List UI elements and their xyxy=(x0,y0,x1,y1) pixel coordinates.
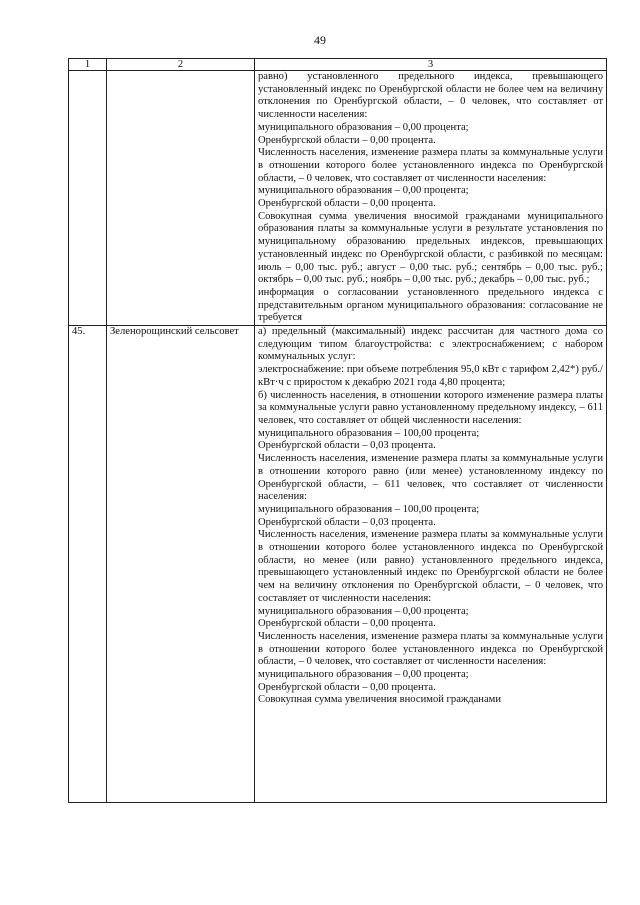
paragraph: а) предельный (максимальный) индекс рассчитан для частного дома со следующим типом благоустройства: с электроснабжением; с набором коммунальных услуг: xyxy=(258,326,603,363)
row-name-cell: Зеленорощинский сельсовет xyxy=(107,326,255,803)
paragraph: муниципального образования – 0,00 процента; xyxy=(258,605,469,617)
paragraph: Численность населения, изменение размера платы за коммунальные услуги в отношении которого более установленного индекса по Оренбургской области, но менее (или равно) установленного предельного индекса, превышающего установленный индекс по Оренбургской области не более чем на величину отклонения по Оренбургской области, – 0 человек, что составляет от численности населения: xyxy=(258,529,603,604)
row-details-cell xyxy=(255,326,607,803)
paragraph: равно) установленного предельного индекса, превышающего установленный индекс по Оренбургской области не более чем на величину отклонения по Оренбургской области, – 0 человек, что составляет от численности населения: xyxy=(258,71,603,121)
paragraph: Оренбургской области – 0,00 процента. xyxy=(258,618,436,630)
row-number-cell xyxy=(69,71,107,326)
paragraph: муниципального образования – 0,00 процента; xyxy=(258,185,469,197)
paragraph: Оренбургской области – 0,00 процента. xyxy=(258,134,436,146)
paragraph: муниципального образования – 0,00 процента; xyxy=(258,669,469,681)
paragraph: муниципального образования – 0,00 процента; xyxy=(258,121,469,133)
paragraph: Оренбургской области – 0,03 процента. xyxy=(258,516,436,528)
data-table xyxy=(68,58,607,803)
paragraph: Оренбургской области – 0,00 процента. xyxy=(258,198,436,210)
paragraph: муниципального образования – 100,00 процента; xyxy=(258,503,480,515)
paragraph: Совокупная сумма увеличения вносимой гражданами муниципального образования платы за коммунальные услуги в результате установления по муниципальному образованию предельных индексов, превышающих установленный индекс по Оренбургской области, с разбивкой по месяцам: июль – 0,00 тыс. руб.; август – 0,00 тыс. руб.; сентябрь – 0,00 тыс. руб.; октябрь – 0,00 тыс. руб.; ноябрь – 0,00 тыс. руб.; декабрь – 0,00 тыс. руб.; xyxy=(258,210,603,286)
paragraph: Численность населения, изменение размера платы за коммунальные услуги в отношении которого более установленного индекса по Оренбургской области, – 0 человек, что составляет от численности населения: xyxy=(258,147,603,184)
column-header-number: 1 xyxy=(69,59,107,71)
paragraph: Оренбургской области – 0,03 процента. xyxy=(258,440,436,452)
paragraph: Совокупная сумма увеличения вносимой гражданами xyxy=(258,694,502,706)
table-row-45 xyxy=(69,326,607,803)
table-row-continuation xyxy=(69,71,607,326)
column-header-name: 2 xyxy=(107,59,255,71)
table-header-row xyxy=(69,59,607,71)
paragraph: электроснабжение: при объеме потребления 95,0 кВт с тарифом 2,42*) руб./кВт·ч с приростом к декабрю 2021 года 4,80 процента; xyxy=(258,364,603,388)
paragraph: муниципального образования – 100,00 процента; xyxy=(258,427,480,439)
row-number-cell: 45. xyxy=(69,326,107,803)
paragraph: Численность населения, изменение размера платы за коммунальные услуги в отношении которого равно (или менее) установленному индексу по Оренбургской области, – 611 человек, что составляет от численности населения: xyxy=(258,453,603,503)
page-number: 49 xyxy=(314,33,326,47)
row-name-cell xyxy=(107,71,255,326)
column-header-details: 3 xyxy=(255,59,607,71)
paragraph: б) численность населения, в отношении которого изменение размера платы за коммунальные услуги равно установленному предельному индексу, – 611 человек, что составляет от общей численности населения: xyxy=(258,389,603,426)
row-details-cell xyxy=(255,71,607,326)
paragraph: Оренбургской области – 0,00 процента. xyxy=(258,681,436,693)
paragraph: Численность населения, изменение размера платы за коммунальные услуги в отношении которого более установленного индекса по Оренбургской области, – 0 человек, что составляет от численности населения: xyxy=(258,630,603,668)
paragraph: информация о согласовании установленного предельного индекса с представительным органом муниципального образования: согласование не требуется xyxy=(258,286,603,324)
